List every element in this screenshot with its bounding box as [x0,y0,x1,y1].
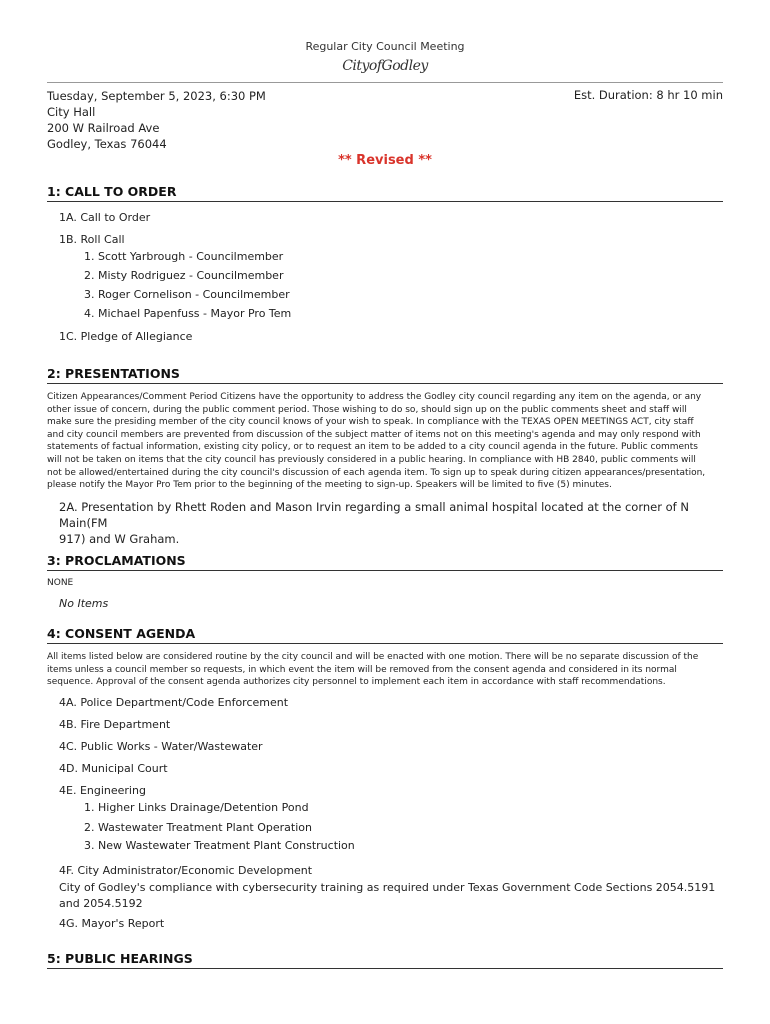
paragraph-line: statements of factual information, existing city policy, or to request an item to be added to a city council agenda in the future. Public comments [47,442,698,453]
paragraph-line: Citizen Appearances/Comment Period Citizens have the opportunity to address the Godley city council regarding any item on the agenda, or any [47,392,702,402]
item-text-line: 917) and W Graham. [59,532,180,546]
revised-badge: ** Revised ** [338,153,432,168]
item-text-line: and 2054.5192 [59,897,143,910]
roll-call-member: 3. Roger Cornelison - Councilmember [84,288,290,301]
citizen-comment-paragraph [47,391,723,492]
meeting-address: 200 W Railroad Ave [47,121,160,135]
engineering-subitem: 2. Wastewater Treatment Plant Operation [84,821,312,834]
section-call-to-order [47,184,723,202]
roll-call-member: 1. Scott Yarbrough - Councilmember [84,250,284,263]
section-heading: 4: CONSENT AGENDA [47,626,723,644]
item-text-line: City of Godley's compliance with cybersecurity training as required under Texas Government Code Sections 2054.5191 [59,881,716,894]
header-divider [47,82,723,83]
meeting-venue: City Hall [47,105,96,119]
section-consent-agenda [47,626,723,644]
paragraph-line: not be allowed/entertained during the city council's discussion of each agenda item. To sign up to speak during citizen appearances/presentation, [47,467,706,478]
agenda-item-1a: 1A. Call to Order [59,211,151,224]
meeting-title: Regular City Council Meeting [305,40,465,53]
agenda-item-4d: 4D. Municipal Court [59,762,168,775]
paragraph-line: please notify the Mayor Pro Tem prior to the beginning of the meeting to sign-up. Speakers will be limited to five (5) minutes. [47,480,612,491]
paragraph-line: All items listed below are considered routine by the city council and will be enacted with one motion. There will be no separate discussion of the [47,652,699,662]
agenda-item-4g: 4G. Mayor's Report [59,917,165,930]
paragraph-line: will not be taken on items that the city council has previously considered in a public hearing. In compliance with HB 2840, public comments will [47,454,696,465]
consent-agenda-paragraph [47,651,723,689]
section-heading: 1: CALL TO ORDER [47,184,723,202]
item-text-line: 2A. Presentation by Rhett Roden and Mason Irvin regarding a small animal hospital located at the corner of N Main(FM [59,500,689,530]
paragraph-line: and city council members are prevented from discussion of the subject matter of items not on this meeting's agenda and may only respond with [47,429,701,440]
roll-call-member: 4. Michael Papenfuss - Mayor Pro Tem [84,307,292,320]
agenda-item-4c: 4C. Public Works - Water/Wastewater [59,740,263,753]
estimated-duration: Est. Duration: 8 hr 10 min [573,88,723,102]
paragraph-line: items unless a council member so requests, in which event the item will be removed from the consent agenda and considered in its normal [47,664,677,675]
agenda-item-4f-detail [59,880,723,912]
agenda-item-4b: 4B. Fire Department [59,718,171,731]
paragraph-line: make sure the presiding member of the city council knows of your wish to speak. In compliance with the TEXAS OPEN MEETINGS ACT, city staff [47,417,694,428]
section-heading: 3: PROCLAMATIONS [47,553,723,571]
agenda-item-2a [59,499,723,547]
section-heading: 2: PRESENTATIONS [47,366,723,384]
city-logo: CityofGodley [342,58,428,74]
agenda-item-4f: 4F. City Administrator/Economic Development [59,864,313,877]
agenda-item-4a: 4A. Police Department/Code Enforcement [59,696,289,709]
section-proclamations [47,553,723,571]
meeting-city: Godley, Texas 76044 [47,137,167,151]
no-items-label: No Items [59,597,109,610]
meeting-info [47,88,266,152]
agenda-item-1b: 1B. Roll Call [59,233,125,246]
agenda-item-1c: 1C. Pledge of Allegiance [59,330,193,343]
section-heading: 5: PUBLIC HEARINGS [47,951,723,969]
section-public-hearings [47,951,723,969]
paragraph-line: sequence. Approval of the consent agenda authorizes city personnel to implement each item in accordance with staff recommendations. [47,677,666,688]
roll-call-member: 2. Misty Rodriguez - Councilmember [84,269,284,282]
engineering-subitem: 1. Higher Links Drainage/Detention Pond [84,801,309,814]
meeting-date-time: Tuesday, September 5, 2023, 6:30 PM [47,89,266,103]
paragraph-line: other issue of concern, during the public comment period. Those wishing to do so, should sign up on the public comments sheet and staff will [47,404,687,415]
section-presentations [47,366,723,384]
proclamations-none: NONE [47,578,74,588]
agenda-item-4e: 4E. Engineering [59,784,146,797]
engineering-subitem: 3. New Wastewater Treatment Plant Construction [84,839,355,852]
